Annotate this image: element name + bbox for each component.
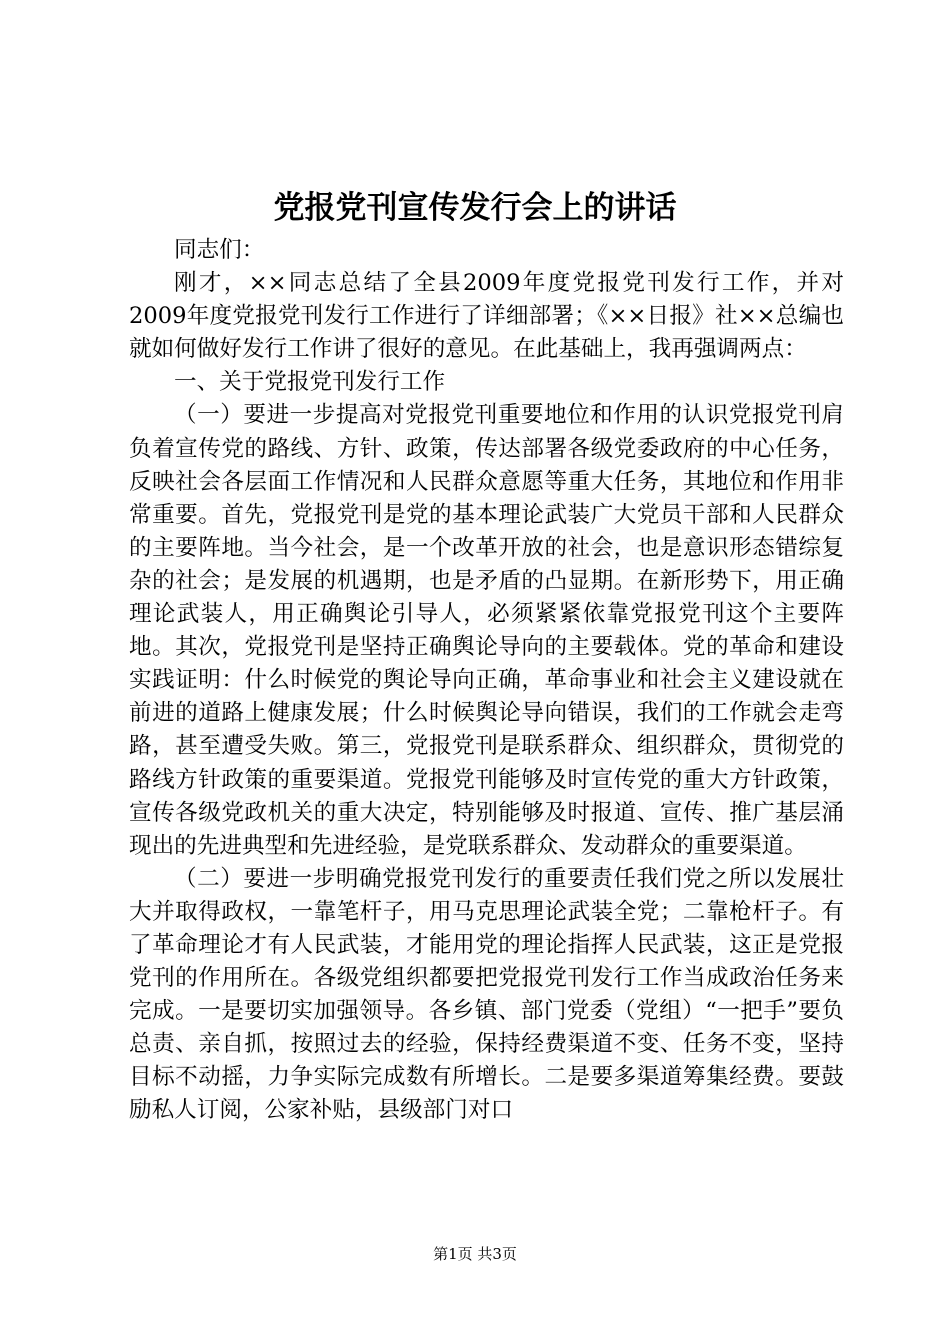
subsection-2-paragraph: （二）要进一步明确党报党刊发行的重要责任我们党之所以发展壮大并取得政权，一靠笔杆子，用马克思理论武装全党；二靠枪杆子。有了革命理论才有人民武装，才能用党的理论指挥人民武装，这正是党报党刊的作用所在。各级党组织都要把党报党刊发行工作当成政治任务来完成。一是要切实加强领导。各乡镇、部门党委（党组）“一把手”要负总责、亲自抓，按照过去的经验，保持经费渠道不变、任务不变，坚持目标不动摇，力争实际完成数有所增长。二是要多渠道筹集经费。要鼓励私人订阅，公家补贴，县级部门对口 — [129, 865, 844, 1124]
document-title: 党报党刊宣传发行会上的讲话 — [273, 190, 677, 226]
page-footer: 第1页 共3页 — [433, 1245, 517, 1263]
subsection-1-paragraph: （一）要进一步提高对党报党刊重要地位和作用的认识党报党刊肩负着宣传党的路线、方针、政策，传达部署各级党委政府的中心任务，反映社会各层面工作情况和人民群众意愿等重大任务，其地位和作用非常重要。首先，党报党刊是党的基本理论武装广大党员干部和人民群众的主要阵地。当今社会，是一个改革开放的社会，也是意识形态错综复杂的社会；是发展的机遇期，也是矛盾的凸显期。在新形势下，用正确理论武装人，用正确舆论引导人，必须紧紧依靠党报党刊这个主要阵地。其次，党报党刊是坚持正确舆论导向的主要载体。党的革命和建设实践证明：什么时候党的舆论导向正确，革命事业和社会主义建设就在前进的道路上健康发展；什么时候舆论导向错误，我们的工作就会走弯路，甚至遭受失败。第三，党报党刊是联系群众、组织群众，贯彻党的路线方针政策的重要渠道。党报党刊能够及时宣传党的重大方针政策，宣传各级党政机关的重大决定，特别能够及时报道、宣传、推广基层涌现出的先进典型和先进经验，是党联系群众、发动群众的重要渠道。 — [129, 402, 844, 859]
document-body — [129, 234, 844, 1128]
intro-paragraph: 刚才，××同志总结了全县2009年度党报党刊发行工作，并对2009年度党报党刊发行工作进行了详细部署；《××日报》社××总编也就如何做好发行工作讲了很好的意见。在此基础上，我再强调两点： — [129, 270, 844, 363]
section-heading: 一、关于党报党刊发行工作 — [174, 369, 446, 396]
salutation-paragraph: 同志们： — [174, 237, 265, 263]
